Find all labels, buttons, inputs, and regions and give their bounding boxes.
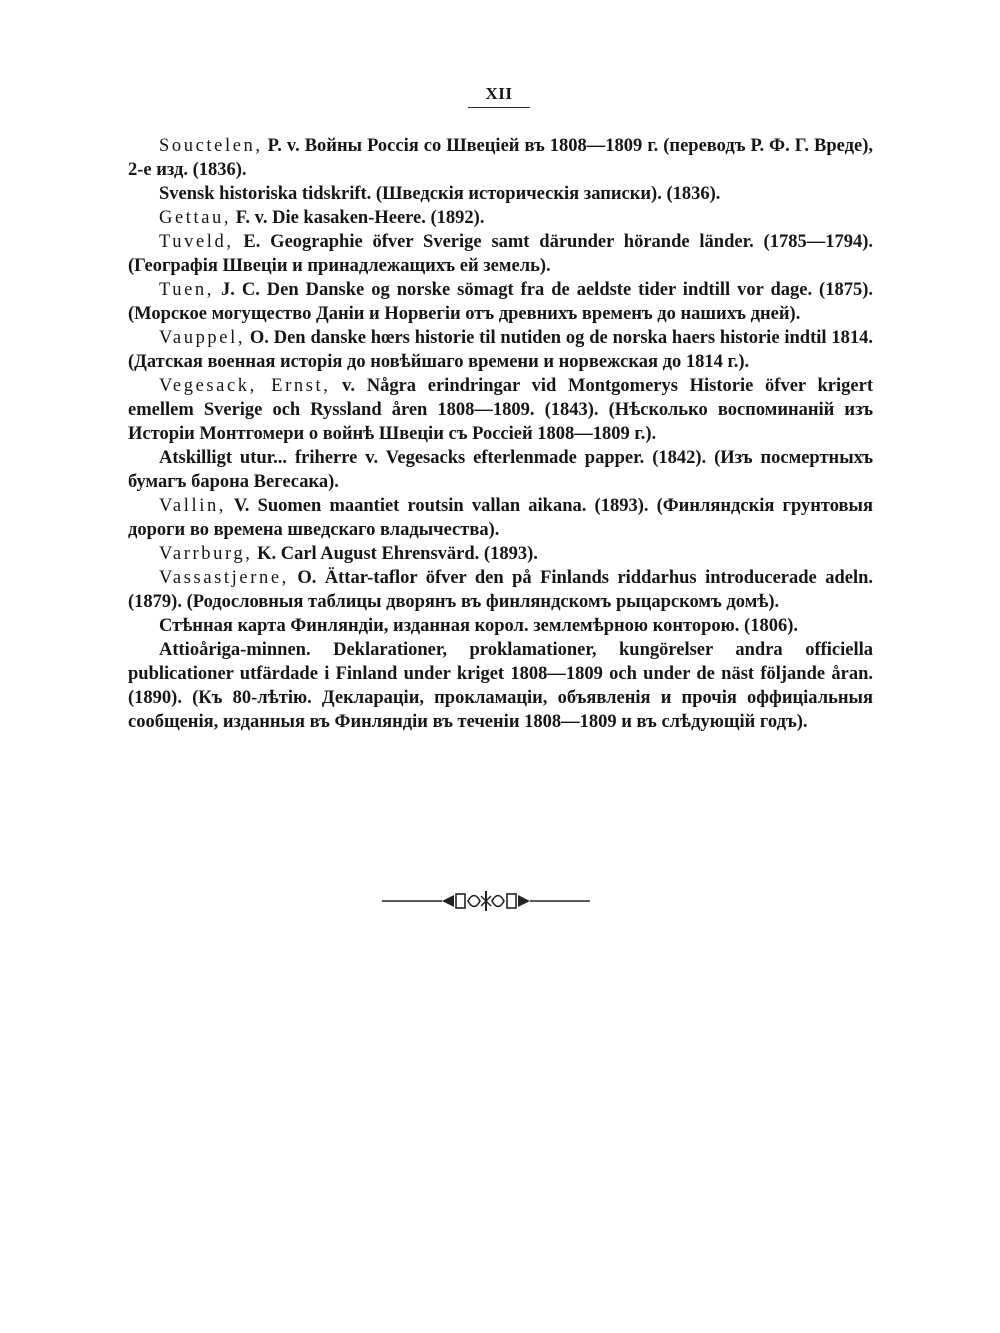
entry-author: Tuen, bbox=[159, 280, 214, 300]
entry-text: V. Suomen maantiet routsin vallan aikana. (1893). (Финляндскія грунтовыя дороги во времена шведскаго владычества). bbox=[128, 496, 873, 540]
entry-author: Varrburg, bbox=[159, 544, 253, 564]
entry-text: v. Några erindringar vid Montgomerys Historie öfver krigert emellem Sverige och Ryssland åren 1808—1809. (1843). (Нѣсколько воспоминаній изъ Исторіи Монтгомери о войнѣ Швеціи съ Россіей 1808—1809 г.). bbox=[128, 376, 873, 444]
page-number: XII bbox=[468, 84, 530, 108]
bibliography-entry bbox=[128, 326, 873, 374]
entry-author: Souctelen, bbox=[159, 136, 263, 156]
ornament-divider-icon bbox=[380, 888, 592, 914]
entry-text: P. v. Войны Россія со Швеціей въ 1808—1809 г. (переводъ Р. Ф. Г. Вреде), 2-е изд. (1836). bbox=[128, 136, 873, 180]
bibliography-entry bbox=[128, 446, 873, 494]
bibliography-list bbox=[128, 134, 873, 734]
bibliography-entry bbox=[128, 206, 873, 230]
entry-text: Svensk historiska tidskrift. (Шведскія историческія записки). (1836). bbox=[159, 184, 721, 204]
bibliography-entry bbox=[128, 494, 873, 542]
entry-text: F. v. Die kasaken-Heere. (1892). bbox=[231, 208, 485, 228]
entry-text: O. Ättar-taflor öfver den på Finlands riddarhus introducerade adeln. (1879). (Родословныя таблицы дворянъ въ финляндскомъ рыцарскомъ домѣ). bbox=[128, 568, 873, 612]
entry-author: Vauppel, bbox=[159, 328, 246, 348]
entry-author: Tuveld, bbox=[159, 232, 234, 252]
entry-author: Gettau, bbox=[159, 208, 232, 228]
bibliography-entry bbox=[128, 134, 873, 182]
entry-text: Стѣнная карта Финляндіи, изданная корол. землемѣрною конторою. (1806). bbox=[159, 616, 798, 636]
entry-text: Attioåriga-minnen. Deklarationer, proklamationer, kungörelser andra officiella publicationer utfärdade i Finland under kriget 1808—1809 och under de näst följande åran. (1890). (Къ 80-лѣтію. Деклараціи, прокламаціи, объявленія и прочія оффиціальныя сообщенія, изданныя въ Финляндіи въ теченіи 1808—1809 и въ слѣдующій годъ). bbox=[128, 640, 873, 732]
entry-text: E. Geographie öfver Sverige samt därunder hörande länder. (1785—1794). (Географія Швеціи и принадлежащихъ ей земель). bbox=[128, 232, 873, 276]
bibliography-entry bbox=[128, 230, 873, 278]
bibliography-entry bbox=[128, 614, 873, 638]
entry-text: J. C. Den Danske og norske sömagt fra de aeldste tider indtill vor dage. (1875). (Морское могущество Даніи и Норвегіи отъ древнихъ временъ до нашихъ дней). bbox=[128, 280, 873, 324]
entry-text: K. Carl August Ehrensvärd. (1893). bbox=[252, 544, 538, 564]
bibliography-entry bbox=[128, 374, 873, 446]
entry-author: Vallin, bbox=[159, 496, 227, 516]
entry-text: Atskilligt utur... friherre v. Vegesacks efterlenmade papper. (1842). (Изъ посмертныхъ бумагъ барона Вегесака). bbox=[128, 448, 873, 492]
entry-text: O. Den danske hœrs historie til nutiden og de norska haers historie indtil 1814. (Датская военная исторія до новѣйшаго времени и норвежская до 1814 г.). bbox=[128, 328, 873, 372]
bibliography-entry bbox=[128, 566, 873, 614]
entry-author: Vegesack, Ernst, bbox=[159, 376, 331, 396]
bibliography-entry bbox=[128, 278, 873, 326]
bibliography-entry bbox=[128, 542, 873, 566]
bibliography-entry bbox=[128, 182, 873, 206]
entry-author: Vassastjerne, bbox=[159, 568, 289, 588]
bibliography-entry bbox=[128, 638, 873, 734]
